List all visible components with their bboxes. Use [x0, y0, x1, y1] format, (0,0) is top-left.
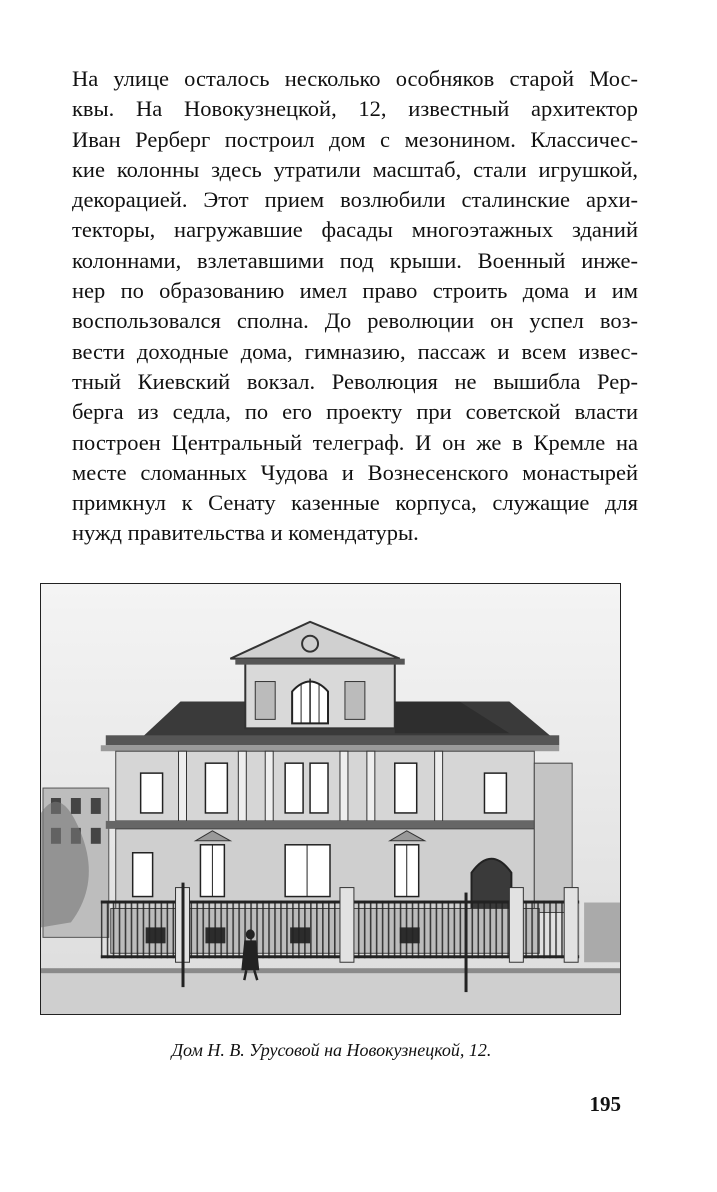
- text-line: примкнул к Сенату казенные корпуса, служащие для: [72, 490, 638, 516]
- text-line: квы. На Новокузнецкой, 12, известный архитектор: [72, 96, 638, 122]
- caption-text: Дом Н. В. Урусовой на Новокузнецкой, 12.: [171, 1040, 492, 1060]
- text-line: воспользовался сполна. До революции он успел воз-: [72, 308, 638, 334]
- text-line: нер по образованию имел право строить дома и им: [72, 278, 638, 304]
- mansion-illustration: [41, 584, 620, 1014]
- text-line: месте сломанных Чудова и Вознесенского монастырей: [72, 459, 638, 485]
- text-line: На улице осталось несколько особняков старой Мос-: [72, 66, 638, 91]
- building-photo: [40, 583, 621, 1015]
- text-line: нужд правительства и комендатуры.: [72, 520, 419, 546]
- text-line: тный Киевский вокзал. Революция не вышибла Рер-: [72, 368, 638, 394]
- body-text: [72, 64, 638, 549]
- text-line: Иван Рерберг построил дом с мезонином. Классичес-: [72, 126, 638, 152]
- text-line: построен Центральный телеграф. И он же в Кремле на: [72, 429, 638, 455]
- text-line: колоннами, взлетавшими под крыши. Военный инже-: [72, 247, 638, 273]
- page-number: 195: [589, 1092, 621, 1116]
- text-line: декорацией. Этот прием возлюбили сталинские архи-: [72, 187, 638, 213]
- figure-caption: [0, 1040, 717, 1061]
- text-line: текторы, нагружавшие фасады многоэтажных зданий: [72, 217, 638, 243]
- text-line: кие колонны здесь утратили масштаб, стали игрушкой,: [72, 156, 638, 182]
- text-line: берга из седла, по его проекту при советской власти: [72, 399, 638, 425]
- text-line: вести доходные дома, гимназию, пассаж и всем извес-: [72, 338, 638, 364]
